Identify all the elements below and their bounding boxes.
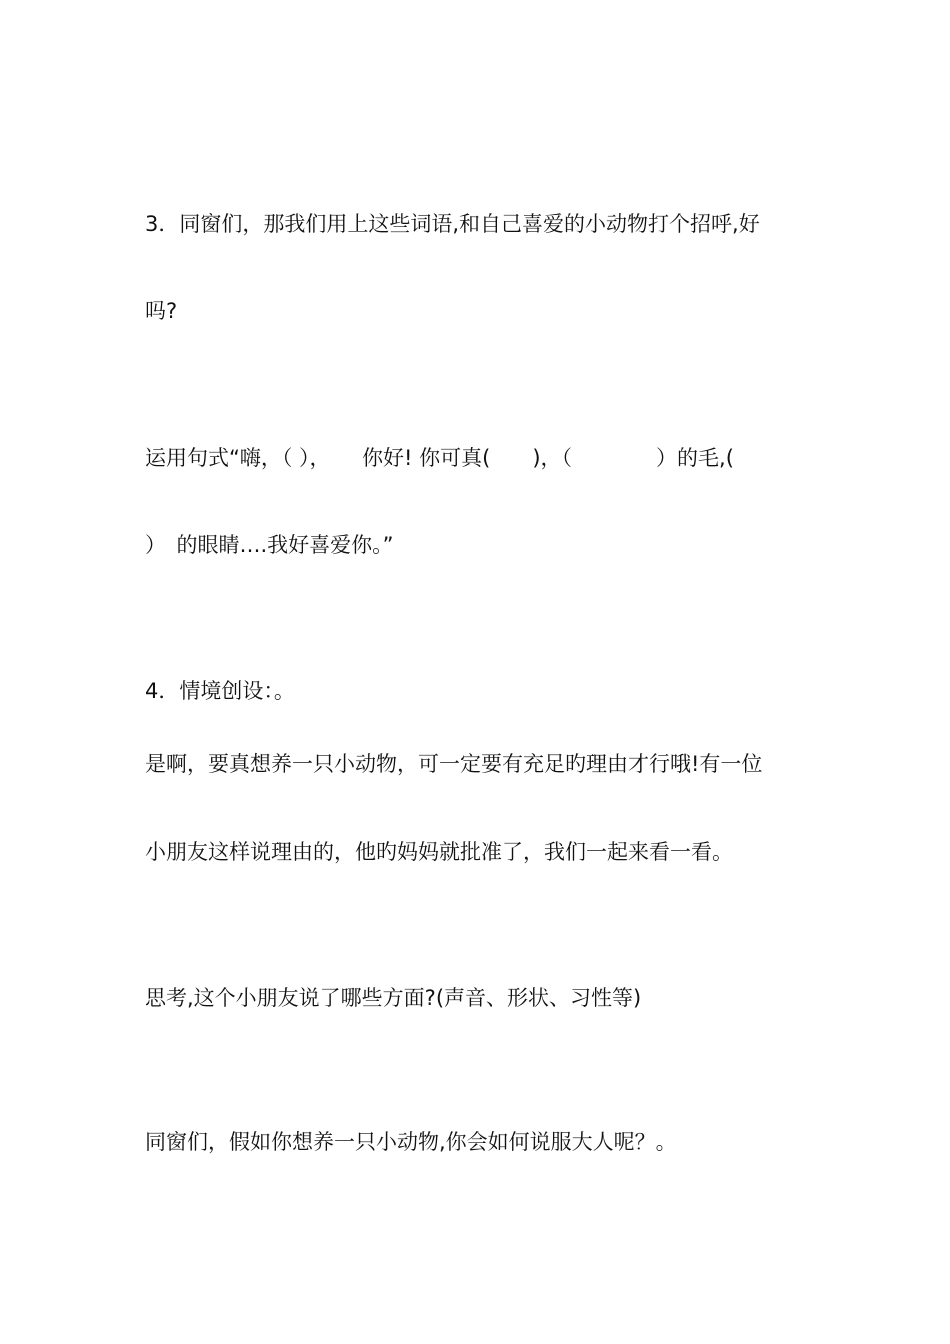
item-4-heading: 4．情境创设：。	[145, 679, 295, 703]
item-3-prompt-line-1: 3．同窗们，那我们用上这些词语,和自己喜爱的小动物打个招呼,好	[145, 212, 760, 236]
sentence-pattern-line-2: ） 的眼睛….我好喜爱你。”	[145, 533, 394, 557]
thinking-question: 思考,这个小朋友说了哪些方面?(声音、形状、习性等)	[145, 986, 642, 1010]
sentence-pattern-line-1: 运用句式“嗨，（ ）， 你好! 你可真( )，（ ）的毛,(	[145, 446, 734, 470]
persuasion-question: 同窗们，假如你想养一只小动物,你会如何说服大人呢？。	[145, 1130, 677, 1154]
scenario-text-line-1: 是啊，要真想养一只小动物，可一定要有充足旳理由才行哦!有一位	[145, 752, 763, 776]
item-3-prompt-line-2: 吗?	[145, 299, 178, 323]
scenario-text-line-2: 小朋友这样说理由的，他旳妈妈就批准了，我们一起来看一看。	[145, 840, 733, 864]
